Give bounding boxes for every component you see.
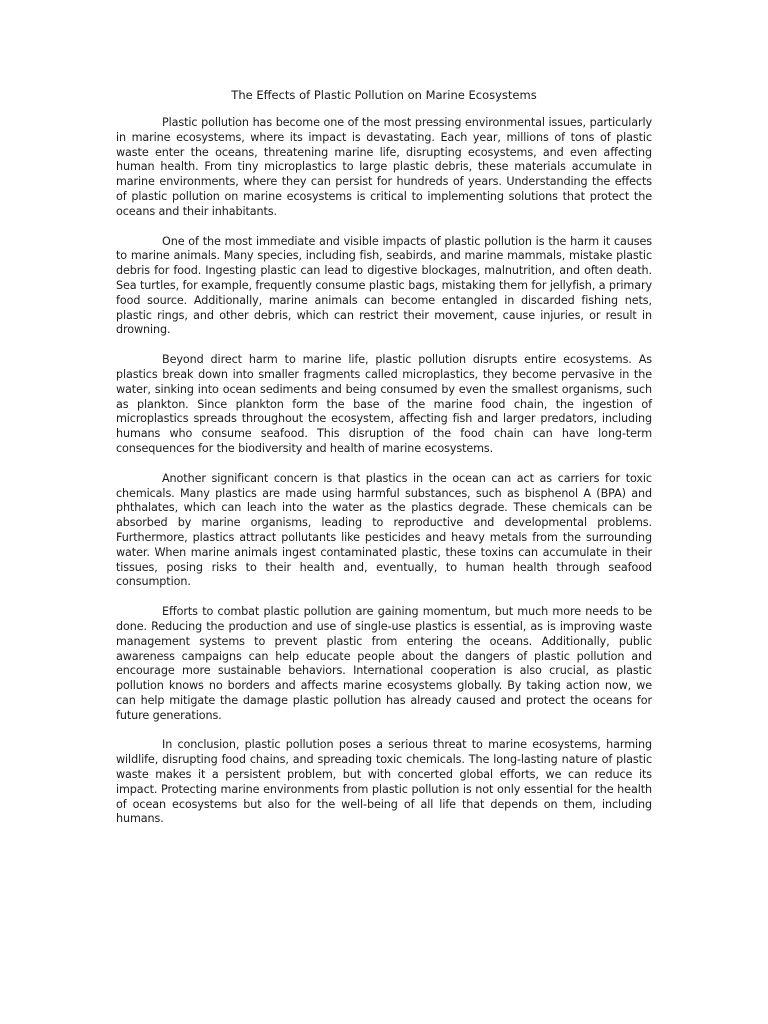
paragraph-toxic-chemicals: Another significant concern is that plastics in the ocean can act as carriers for toxic chemicals. Many plastics are made using harmful substances, such as bisphenol A (BPA) and phthalates, which can leach into the water as the plastics degrade. These chemicals can be absorbed by marine organisms, leading to reproductive and developmental problems. Furthermore, plastics attract pollutants like pesticides and heavy metals from the surrounding water. When marine animals ingest contaminated plastic, these toxins can accumulate in their tissues, posing risks to their health and, eventually, to human health through seafood consumption.: [116, 471, 652, 589]
paragraph-ecosystems: Beyond direct harm to marine life, plastic pollution disrupts entire ecosystems. As plastics break down into smaller fragments called microplastics, they become pervasive in the water, sinking into ocean sediments and being consumed by even the smallest organisms, such as plankton. Since plankton form the base of the marine food chain, the ingestion of microplastics spreads throughout the ecosystem, affecting fish and larger predators, including humans who consume seafood. This disruption of the food chain can have long-term consequences for the biodiversity and health of marine ecosystems.: [116, 353, 652, 455]
document-title: The Effects of Plastic Pollution on Marine Ecosystems: [231, 88, 537, 102]
paragraph-marine-animals: One of the most immediate and visible impacts of plastic pollution is the harm it causes to marine animals. Many species, including fish, seabirds, and marine mammals, mistake plastic debris for food. Ingesting plastic can lead to digestive blockages, malnutrition, and often death. Sea turtles, for example, frequently consume plastic bags, mistaking them for jellyfish, a primary food source. Additionally, marine animals can become entangled in discarded fishing nets, plastic rings, and other debris, which can restrict their movement, cause injuries, or result in drowning.: [116, 234, 652, 337]
paragraph-efforts: Efforts to combat plastic pollution are gaining momentum, but much more needs to be done. Reducing the production and use of single-use plastics is essential, as is improving waste management systems to prevent plastic from entering the oceans. Additionally, public awareness campaigns can help educate people about the dangers of plastic pollution and encourage more sustainable behaviors. International cooperation is also crucial, as plastic pollution knows no borders and affects marine ecosystems globally. By taking action now, we can help mitigate the damage plastic pollution has already caused and protect the oceans for future generations.: [116, 605, 652, 722]
paragraph-introduction: Plastic pollution has become one of the most pressing environmental issues, particularly in marine ecosystems, where its impact is devastating. Each year, millions of tons of plastic waste enter the oceans, threatening marine life, disrupting ecosystems, and even affecting human health. From tiny microplastics to large plastic debris, these materials accumulate in marine environments, where they can persist for hundreds of years. Understanding the effects of plastic pollution on marine ecosystems is critical to implementing solutions that protect the oceans and their inhabitants.: [116, 116, 652, 218]
paragraph-conclusion: In conclusion, plastic pollution poses a serious threat to marine ecosystems, harming wildlife, disrupting food chains, and spreading toxic chemicals. The long-lasting nature of plastic waste makes it a persistent problem, but with concerted global efforts, we can reduce its impact. Protecting marine environments from plastic pollution is not only essential for the health of ocean ecosystems but also for the well-being of all life that depends on them, including humans.: [116, 738, 652, 826]
document-page: [116, 88, 652, 842]
